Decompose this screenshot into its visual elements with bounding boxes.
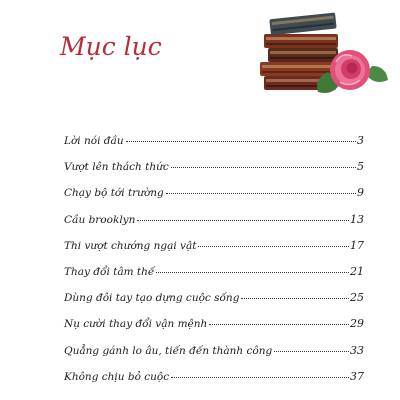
page-number: 3 [357, 134, 364, 147]
toc-entry[interactable] [64, 213, 364, 239]
entry-title: Thi vượt chướng ngại vật [64, 239, 197, 252]
entry-title: Không chịu bỏ cuộc [64, 370, 170, 383]
entry-title: Vượt lên thách thức [64, 161, 169, 174]
entry-title: Lời nói đầu [64, 135, 124, 147]
page-number: 29 [350, 317, 364, 331]
page-number: 37 [350, 369, 364, 383]
toc-list [64, 134, 364, 396]
toc-entry[interactable] [64, 265, 364, 291]
page-number: 21 [350, 264, 364, 278]
stacked-books-rose-icon [250, 0, 390, 104]
toc-entry[interactable] [64, 160, 364, 186]
toc-entry[interactable] [64, 186, 364, 212]
page-number: 33 [350, 343, 364, 357]
dot-leader [156, 272, 349, 273]
toc-entry[interactable] [64, 317, 364, 343]
toc-entry[interactable] [64, 291, 364, 317]
dot-leader [137, 220, 349, 221]
dot-leader [126, 141, 356, 142]
page-number: 17 [350, 238, 364, 252]
page-number: 25 [350, 291, 364, 305]
dot-leader [171, 167, 356, 168]
dot-leader [198, 246, 349, 247]
toc-entry[interactable] [64, 239, 364, 265]
entry-title: Dùng đôi tay tạo dựng cuộc sống [64, 292, 240, 305]
toc-entry[interactable] [64, 370, 364, 396]
page-title: Mục lục [60, 32, 162, 61]
dot-leader [274, 351, 349, 352]
toc-entry[interactable] [64, 134, 364, 160]
entry-title: Chạy bộ tới trường [64, 187, 164, 200]
page-number: 5 [357, 160, 364, 174]
book-second-icon [264, 34, 338, 48]
dot-leader [166, 193, 356, 194]
book-top-icon [269, 12, 336, 35]
entry-title: Cầu brooklyn [64, 213, 136, 226]
dot-leader [209, 324, 349, 325]
entry-title: Nụ cười thay đổi vận mệnh [64, 318, 208, 331]
dot-leader [241, 298, 349, 299]
page-number: 13 [350, 212, 364, 226]
book-third-icon [268, 48, 338, 62]
entry-title: Thay đổi tâm thế [64, 265, 155, 278]
entry-title: Quẳng gánh lo âu, tiến đến thành công [64, 344, 273, 357]
page-number: 9 [357, 186, 364, 200]
toc-entry[interactable] [64, 344, 364, 370]
dot-leader [171, 377, 349, 378]
